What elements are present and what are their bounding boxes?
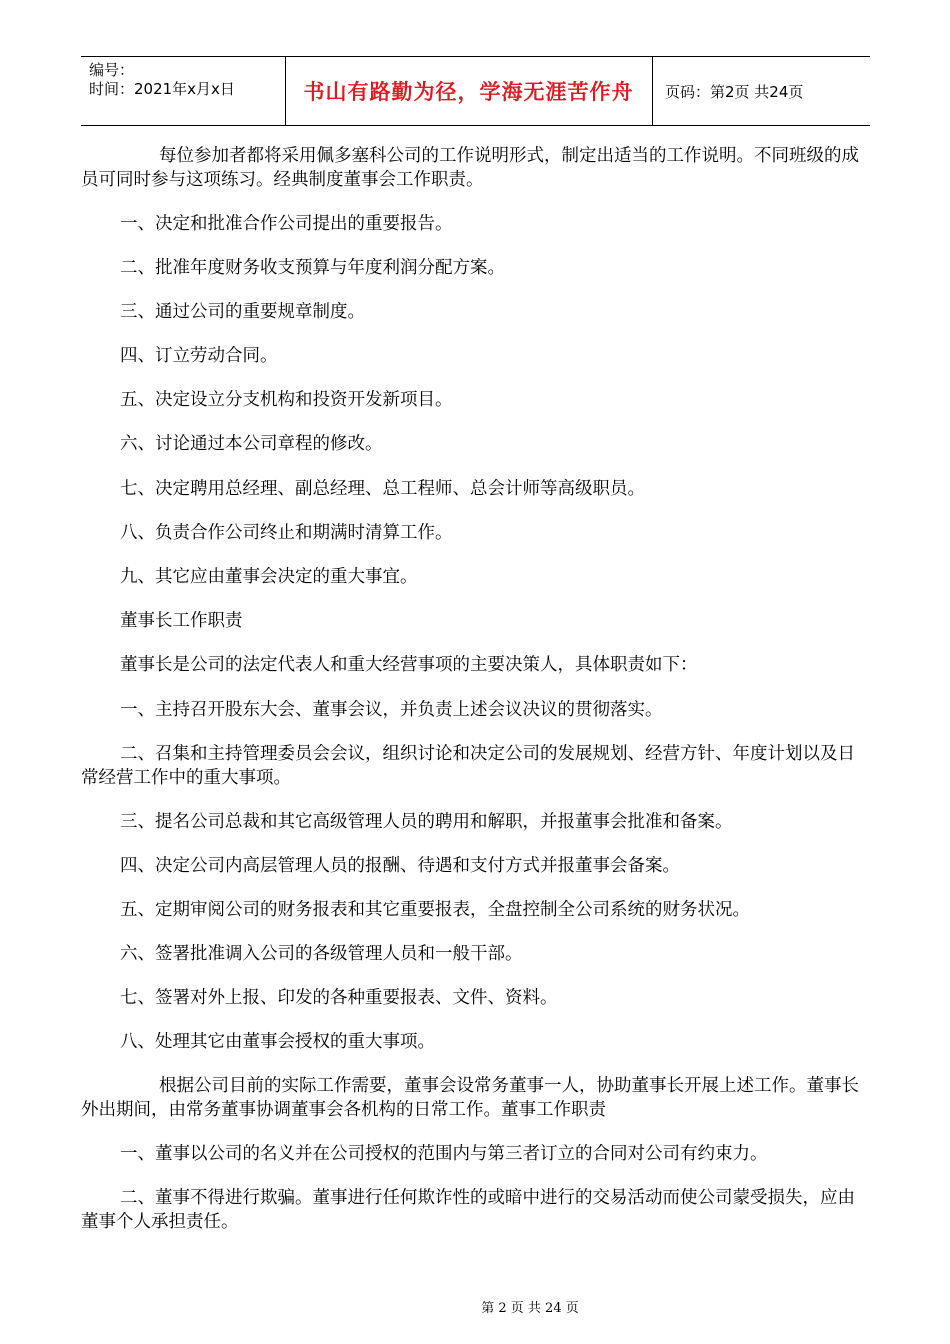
header-motto: 书山有路勤为径，学海无涯苦作舟 bbox=[303, 80, 634, 104]
page-header bbox=[81, 56, 870, 126]
list-item: 四、订立劳动合同。 bbox=[120, 346, 278, 366]
list-item: 二、批准年度财务收支预算与年度利润分配方案。 bbox=[120, 258, 505, 278]
list-item: 九、其它应由董事会决定的重大事宜。 bbox=[120, 567, 418, 587]
list-item: 三、通过公司的重要规章制度。 bbox=[120, 302, 365, 322]
page-footer: 第 2 页 共 24 页 bbox=[481, 1301, 579, 1316]
list-item: 三、提名公司总裁和其它高级管理人员的聘用和解职，并报董事会批准和备案。 bbox=[120, 812, 733, 832]
list-item: 一、决定和批准合作公司提出的重要报告。 bbox=[120, 214, 453, 234]
list-item: 八、负责合作公司终止和期满时清算工作。 bbox=[120, 523, 453, 543]
list-item: 六、签署批准调入公司的各级管理人员和一般干部。 bbox=[120, 944, 523, 964]
list-item: 二、董事不得进行欺骗。董事进行任何欺诈性的或暗中进行的交易活动而使公司蒙受损失，应由董事个人承担责任。 bbox=[81, 1188, 855, 1232]
document-number: 编号： bbox=[89, 61, 135, 79]
paragraph: 每位参加者都将采用佩多塞科公司的工作说明形式，制定出适当的工作说明。不同班级的成员可同时参与这项练习。经典制度董事会工作职责。 bbox=[81, 146, 859, 190]
paragraph: 根据公司目前的实际工作需要，董事会设常务董事一人，协助董事长开展上述工作。董事长外出期间，由常务董事协调董事会各机构的日常工作。董事工作职责 bbox=[81, 1076, 859, 1120]
list-item: 八、处理其它由董事会授权的重大事项。 bbox=[120, 1032, 435, 1052]
list-item: 五、定期审阅公司的财务报表和其它重要报表，全盘控制全公司系统的财务状况。 bbox=[120, 900, 750, 920]
header-divider bbox=[652, 57, 653, 125]
header-meta bbox=[89, 61, 235, 99]
list-item: 六、讨论通过本公司章程的修改。 bbox=[120, 434, 383, 454]
list-item: 二、召集和主持管理委员会会议，组织讨论和决定公司的发展规划、经营方针、年度计划以及日常经营工作中的重大事项。 bbox=[81, 744, 855, 788]
document-time: 时间：2021年x月x日 bbox=[89, 80, 235, 98]
section-heading: 董事长工作职责 bbox=[120, 611, 243, 631]
list-item: 一、主持召开股东大会、董事会议，并负责上述会议决议的贯彻落实。 bbox=[120, 700, 663, 720]
paragraph: 董事长是公司的法定代表人和重大经营事项的主要决策人，具体职责如下： bbox=[120, 655, 698, 675]
list-item: 七、决定聘用总经理、副总经理、总工程师、总会计师等高级职员。 bbox=[120, 479, 645, 499]
list-item: 一、董事以公司的名义并在公司授权的范围内与第三者订立的合同对公司有约束力。 bbox=[120, 1144, 768, 1164]
header-page-info: 页码：第2页 共24页 bbox=[665, 82, 804, 101]
list-item: 四、决定公司内高层管理人员的报酬、待遇和支付方式并报董事会备案。 bbox=[120, 856, 680, 876]
list-item: 七、签署对外上报、印发的各种重要报表、文件、资料。 bbox=[120, 988, 558, 1008]
list-item: 五、决定设立分支机构和投资开发新项目。 bbox=[120, 390, 453, 410]
